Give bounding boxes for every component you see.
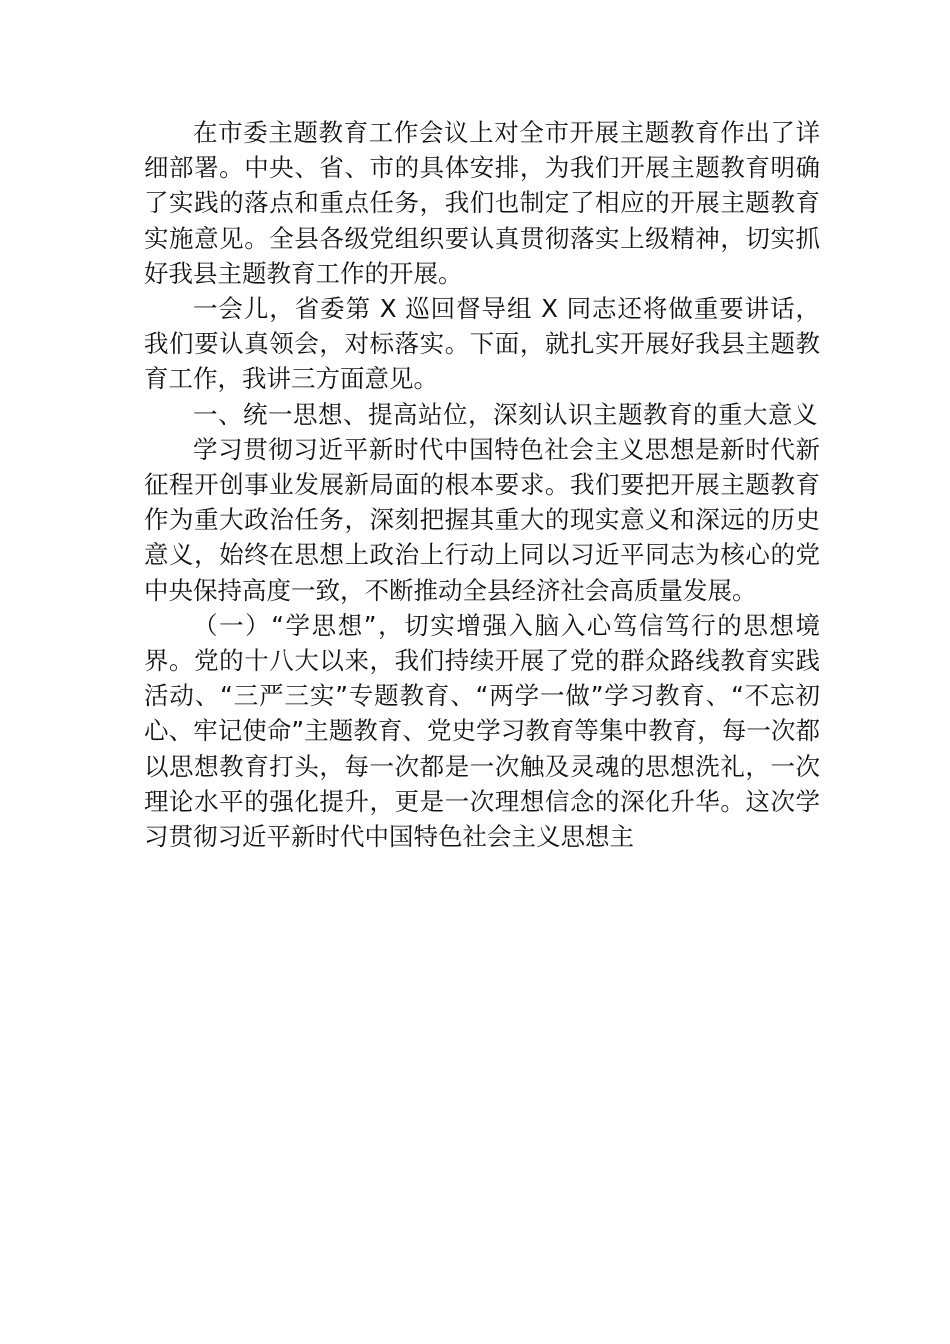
paragraph-subsection-1: （一）“学思想”，切实增强入脑入心笃信笃行的思想境界。党的十八大以来，我们持续开展了党的群众路线教育实践活动、“三严三实”专题教育、“两学一做”学习教育、“不忘初心、牢记使命”主题教育、党史学习教育等集中教育，每一次都以思想教育打头，每一次都是一次触及灵魂的思想洗礼，一次理论水平的强化提升，更是一次理想信念的深化升华。这次学习贯彻习近平新时代中国特色社会主义思想主 — [144, 610, 820, 852]
document-body — [144, 115, 820, 854]
paragraph-intro: 在市委主题教育工作会议上对全市开展主题教育作出了详细部署。中央、省、市的具体安排，为我们开展主题教育明确了实践的落点和重点任务，我们也制定了相应的开展主题教育实施意见。全县各级党组织要认真贯彻落实上级精神，切实抓好我县主题教育工作的开展。 — [144, 118, 820, 288]
paragraph-speech-notice: 一会儿，省委第 X 巡回督导组 X 同志还将做重要讲话，我们要认真领会，对标落实。下面，就扎实开展好我县主题教育工作，我讲三方面意见。 — [144, 294, 820, 394]
paragraph-section-1-body: 学习贯彻习近平新时代中国特色社会主义思想是新时代新征程开创事业发展新局面的根本要求。我们要把开展主题教育作为重大政治任务，深刻把握其重大的现实意义和深远的历史意义，始终在思想上政治上行动上同以习近平同志为核心的党中央保持高度一致，不断推动全县经济社会高质量发展。 — [144, 434, 820, 605]
section-heading-1: 一、统一思想、提高站位，深刻认识主题教育的重大意义 — [193, 399, 818, 429]
